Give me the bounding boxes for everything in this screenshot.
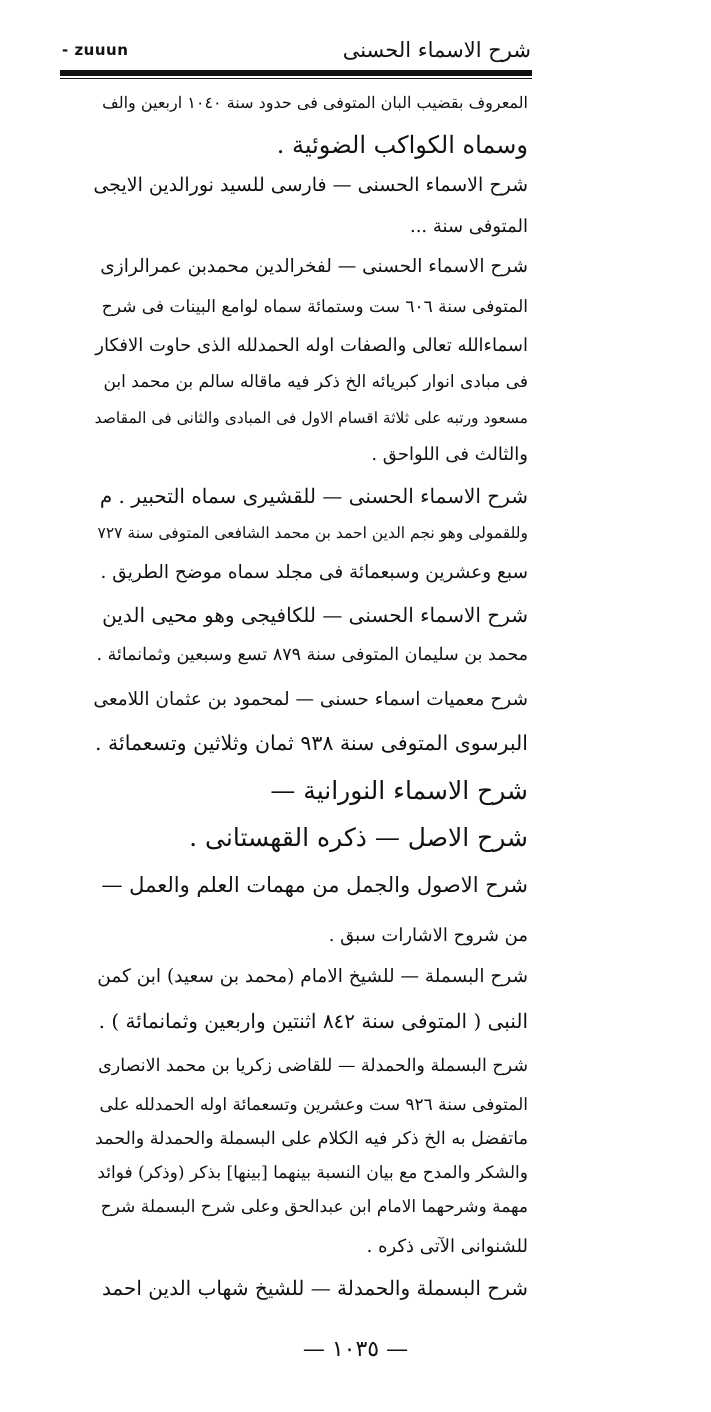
header-page-marker: - zuuun <box>62 41 129 59</box>
running-head-title: شرح الاسماء الحسنى <box>342 38 531 62</box>
text-line: مسعود ورتبه على ثلاثة اقسام الاول فى المبادى والثانى فى المقاصد <box>94 409 528 427</box>
text-line: من شروح الاشارات سبق . <box>328 925 528 946</box>
entry-heading: شرح الاسماء الحسنى — فارسى للسيد نورالدين الايجى <box>93 174 528 196</box>
entry-heading: شرح الاصول والجمل من مهمات العلم والعمل — <box>101 873 528 897</box>
entry-heading: شرح معميات اسماء حسنى — لمحمود بن عثمان اللامعى <box>93 689 528 710</box>
page-number: — ١٠٣٥ — <box>302 1337 409 1362</box>
text-line: وللقمولى وهو نجم الدين احمد بن محمد الشافعى المتوفى سنة ٧٢٧ <box>97 524 528 542</box>
header-rule-thick <box>60 70 532 76</box>
text-line: والثالث فى اللواحق . <box>371 444 528 465</box>
text-line: المتوفى سنة ... <box>409 216 528 237</box>
entry-heading: شرح الاسماء الحسنى — للقشيرى سماه التحبير . م <box>99 484 528 508</box>
entry-heading: شرح الاسماء النورانية — <box>270 776 528 805</box>
text-line: سبع وعشرين وسبعمائة فى مجلد سماه موضح الطريق . <box>100 562 528 583</box>
text-line: ماتفضل به الخ ذكر فيه الكلام على البسملة والحمدلة والحمد <box>94 1129 528 1149</box>
text-line: النبى ( المتوفى سنة ٨٤٢ اثنتين واربعين وثمانمائة ) . <box>98 1009 528 1033</box>
text-line: مهمة وشرحهما الامام ابن عبدالحق وعلى شرح البسملة شرح <box>100 1197 528 1217</box>
entry-heading: شرح البسملة والحمدلة — للشيخ شهاب الدين احمد <box>101 1276 528 1300</box>
text-line: وسماه الكواكب الضوئية . <box>276 131 528 159</box>
text-line: البرسوى المتوفى سنة ٩٣٨ ثمان وثلاثين وتسعمائة . <box>94 731 528 755</box>
entry-heading: شرح البسملة — للشيخ الامام (محمد بن سعيد) ابن كمن <box>97 966 528 987</box>
text-line: والشكر والمدح مع بيان النسبة بينهما [بينها] بذكر (وذكر) فوائد <box>97 1163 528 1183</box>
text-line: فى مبادى انوار كبريائه الخ ذكر فيه ماقاله سالم بن محمد ابن <box>103 372 528 392</box>
entry-heading: شرح البسملة والحمدلة — للقاضى زكريا بن محمد الانصارى <box>98 1056 528 1076</box>
text-line: اسماءالله تعالى والصفات اوله الحمدلله الذى حاوت الافكار <box>95 335 528 356</box>
entry-heading: شرح الاسماء الحسنى — للكافيجى وهو محيى الدين <box>102 603 528 627</box>
entry-heading: شرح الاسماء الحسنى — لفخرالدين محمدبن عمرالرازى <box>100 256 528 277</box>
header-rule-thin <box>60 78 532 79</box>
text-line: المتوفى سنة ٦٠٦ ست وستمائة سماه لوامع البينات فى شرح <box>101 297 528 317</box>
text-line: المتوفى سنة ٩٢٦ ست وعشرين وتسعمائة اوله الحمدلله على <box>99 1095 528 1115</box>
text-line: محمد بن سليمان المتوفى سنة ٨٧٩ تسع وسبعين وثمانمائة . <box>96 645 528 665</box>
text-line: المعروف بقضيب البان المتوفى فى حدود سنة ١٠٤٠ اربعين والف <box>102 93 528 112</box>
text-line: للشنوانى الآتى ذكره . <box>366 1236 528 1257</box>
entry-heading: شرح الاصل — ذكره القهستانى . <box>189 823 528 852</box>
